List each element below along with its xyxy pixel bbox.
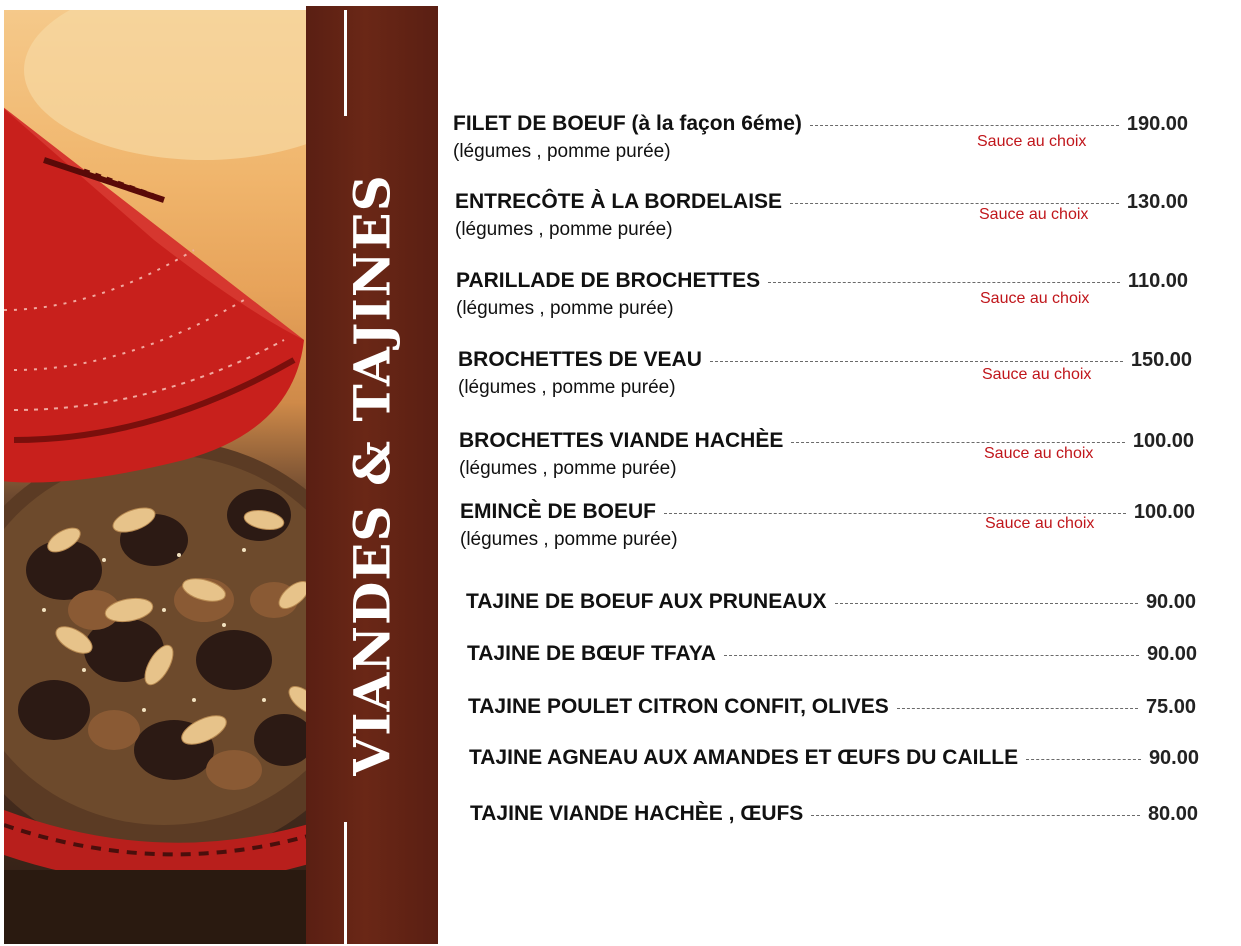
sauce-note: Sauce au choix [985,515,1095,532]
item-name: TAJINE AGNEAU AUX AMANDES ET ŒUFS DU CAILLE [469,746,1019,769]
band-divider-bottom [344,822,347,946]
item-name: TAJINE POULET CITRON CONFIT, OLIVES [468,695,889,718]
item-price: 150.00 [1130,349,1192,371]
item-description: (légumes , pomme purée) [456,298,674,319]
dotted-leader [768,282,1120,283]
item-name: BROCHETTES DE VEAU [458,348,702,371]
dotted-leader [791,442,1124,443]
item-name: TAJINE DE BOEUF AUX PRUNEAUX [466,590,827,613]
item-description: (légumes , pomme purée) [460,529,678,550]
dotted-leader [710,361,1123,362]
sauce-note: Sauce au choix [980,290,1090,307]
dotted-leader [724,655,1139,656]
sauce-note: Sauce au choix [982,366,1092,383]
item-name: EMINCÈ DE BOEUF [460,500,657,523]
dotted-leader [1026,759,1141,760]
item-price: 90.00 [1148,747,1199,769]
item-description: (légumes , pomme purée) [453,141,671,162]
item-price: 80.00 [1147,803,1198,825]
item-description: (légumes , pomme purée) [459,458,677,479]
dotted-leader [790,203,1119,204]
item-description: (légumes , pomme purée) [455,219,673,240]
sauce-note: Sauce au choix [979,206,1089,223]
sauce-note: Sauce au choix [984,445,1094,462]
menu-item [466,590,1196,614]
item-name: TAJINE DE BŒUF TFAYA [467,642,716,665]
item-name: PARILLADE DE BROCHETTES [456,269,761,292]
tajine-photo [4,10,322,944]
dotted-leader [897,708,1138,709]
item-price: 90.00 [1146,643,1197,665]
item-price: 90.00 [1145,591,1196,613]
item-name: BROCHETTES VIANDE HACHÈE [459,429,784,452]
menu-item [468,695,1196,719]
item-price: 130.00 [1126,191,1188,213]
item-price: 190.00 [1126,113,1188,135]
item-price: 110.00 [1127,270,1188,292]
item-price: 100.00 [1132,430,1194,452]
item-description: (légumes , pomme purée) [458,377,676,398]
section-title: VIANDES & TAJINES [342,174,402,776]
dotted-leader [810,125,1119,126]
item-price: 75.00 [1145,696,1196,718]
item-price: 100.00 [1133,501,1195,523]
menu-item [469,746,1199,770]
item-name: FILET DE BOEUF (à la façon 6éme) [453,112,802,135]
dotted-leader [664,513,1126,514]
dotted-leader [835,603,1138,604]
item-name: TAJINE VIANDE HACHÈE , ŒUFS [470,802,804,825]
menu-item [467,642,1197,666]
menu-item [470,802,1198,826]
band-divider-top [344,10,347,116]
dotted-leader [811,815,1140,816]
tajine-illustration [4,10,322,944]
sauce-note: Sauce au choix [977,133,1087,150]
item-name: ENTRECÔTE À LA BORDELAISE [455,190,783,213]
